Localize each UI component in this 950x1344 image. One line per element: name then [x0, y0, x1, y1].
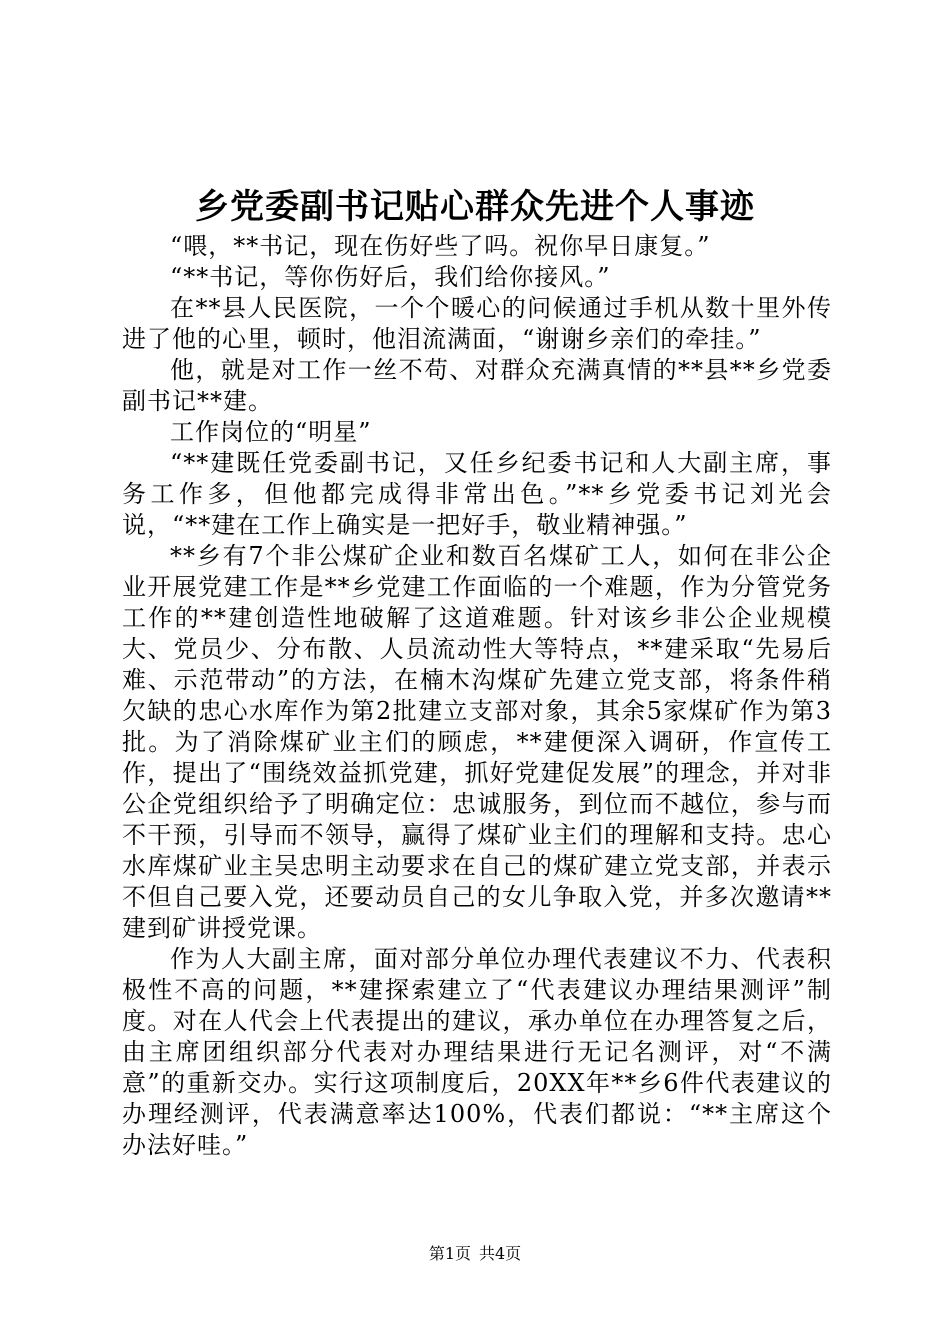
paragraph-hospital: 在**县人民医院，一个个暖心的问候通过手机从数十里外传进了他的心里，顿时，他泪流满面，“谢谢乡亲们的牵挂。” [122, 294, 832, 353]
paragraph-greeting-1: “喂，**书记，现在伤好些了吗。祝你早日康复。” [170, 232, 711, 260]
page-footer [0, 1242, 950, 1266]
paragraph-introduction: 他，就是对工作一丝不苟、对群众充满真情的**县**乡党委副书记**建。 [122, 356, 832, 415]
document-title: 乡党委副书记贴心群众先进个人事迹 [195, 187, 755, 227]
paragraph-quote: “**建既任党委副书记，又任乡纪委书记和人大副主席，事务工作多，但他都完成得非常出色。”**乡党委书记刘光会说，“**建在工作上确实是一把好手，敬业精神强。” [122, 449, 832, 539]
section-heading-star: 工作岗位的“明星” [170, 418, 372, 446]
page-total: 共4页 [479, 1244, 522, 1263]
paragraph-greeting-2: “**书记，等你伤好后，我们给你接风。” [170, 263, 611, 291]
page-number: 第1页 [428, 1244, 471, 1263]
paragraph-party-building: **乡有7个非公煤矿企业和数百名煤矿工人，如何在非公企业开展党建工作是**乡党建工作面临的一个难题，作为分管党务工作的**建创造性地破解了这道难题。针对该乡非公企业规模大、党员少、分布散、人员流动性大等特点，**建采取“先易后难、示范带动”的方法，在楠木沟煤矿先建立党支部，将条件稍欠缺的忠心水库作为第2批建立支部对象，其余5家煤矿作为第3批。为了消除煤矿业主们的顾虑，**建便深入调研，作宣传工作，提出了“围绕效益抓党建，抓好党建促发展”的理念，并对非公企党组织给予了明确定位：忠诚服务，到位而不越位，参与而不干预，引导而不领导，赢得了煤矿业主们的理解和支持。忠心水库煤矿业主吴忠明主动要求在自己的煤矿建立党支部，并表示不但自己要入党，还要动员自己的女儿争取入党，并多次邀请**建到矿讲授党课。 [122, 542, 832, 942]
document-body [122, 231, 832, 1161]
paragraph-representatives: 作为人大副主席，面对部分单位办理代表建议不力、代表积极性不高的问题，**建探索建立了“代表建议办理结果测评”制度。对在人代会上代表提出的建议，承办单位在办理答复之后，由主席团组织部分代表对办理结果进行无记名测评，对“不满意”的重新交办。实行这项制度后，20XX年**乡6件代表建议的办理经测评，代表满意率达100%，代表们都说：“**主席这个办法好哇。” [122, 945, 832, 1159]
